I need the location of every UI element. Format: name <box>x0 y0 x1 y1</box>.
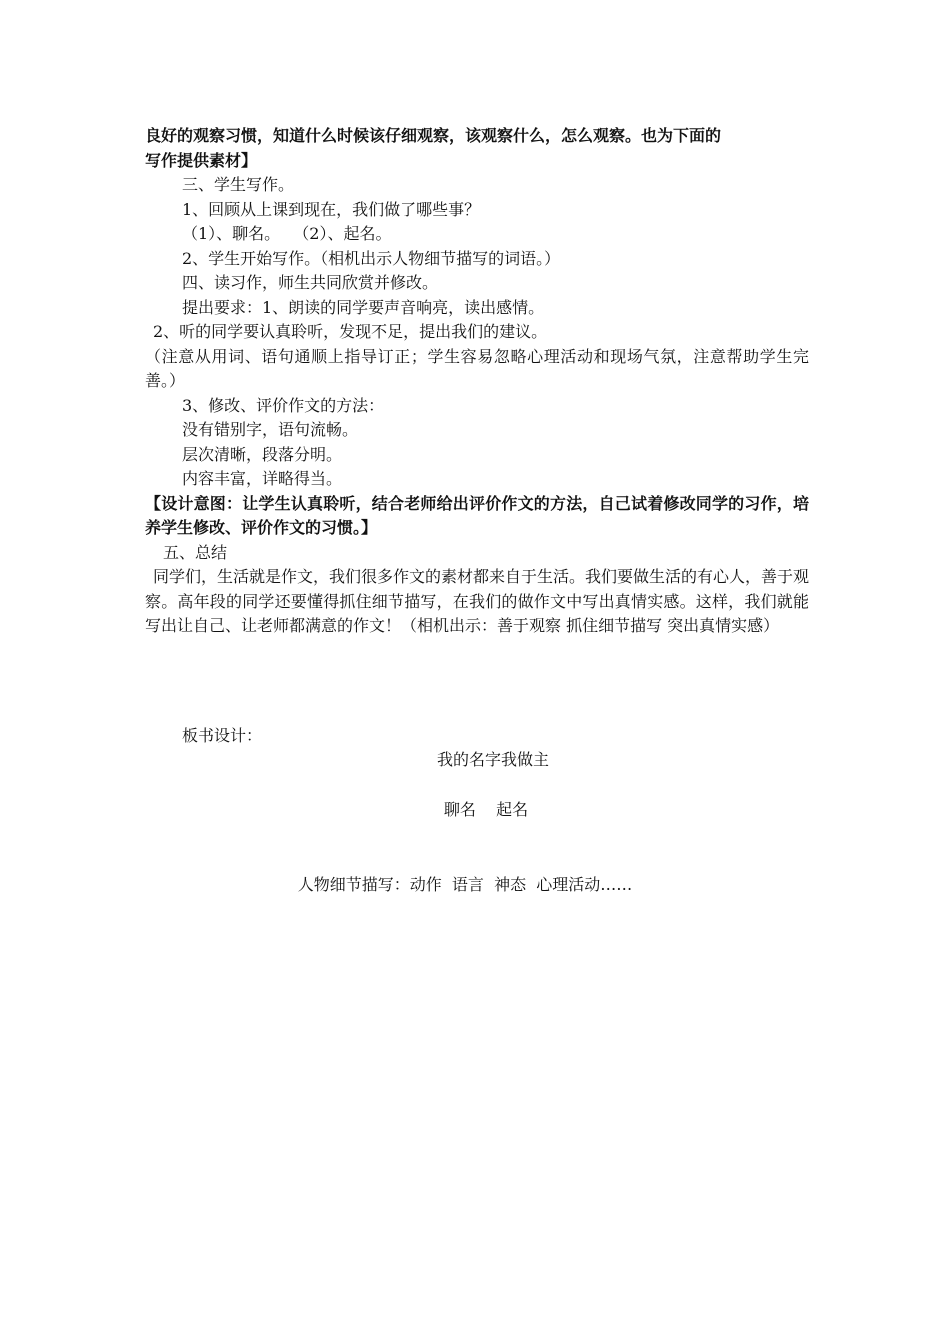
text-line-review: 1、回顾从上课到现在，我们做了哪些事？ <box>182 199 481 219</box>
board-title: 我的名字我做主 <box>436 750 549 769</box>
text-line-requirements: 提出要求：1、朗读的同学要声音响亮，读出感情。 <box>182 297 545 317</box>
text-line-method-3: 内容丰富，详略得当。 <box>182 469 343 488</box>
text-line-start-writing: 2、学生开始写作。（相机出示人物细节描写的词语。） <box>182 248 561 268</box>
section-heading-read-work: 四、读习作，师生共同欣赏并修改。 <box>182 273 439 292</box>
document-body <box>145 124 809 639</box>
text-paragraph-design-intent: 【设计意图：让学生认真聆听，结合老师给出评价作文的方法，自己试着修改同学的习作，培养学生修改、评价作文的习惯。】 <box>145 493 809 537</box>
text-line-intent-continued-1: 良好的观察习惯，知道什么时候该仔细观察，该观察什么，怎么观察。也为下面的 <box>145 126 722 145</box>
section-heading-summary: 五、总结 <box>163 542 228 562</box>
board-subtitle: 聊名 起名 <box>443 800 529 819</box>
text-line-listen: 2、听的同学要认真聆听，发现不足，提出我们的建议。 <box>153 322 548 341</box>
text-line-intent-continued-2: 写作提供素材】 <box>145 150 258 170</box>
section-heading-student-writing: 三、学生写作。 <box>182 175 295 194</box>
text-paragraph-summary: 同学们，生活就是作文，我们很多作文的素材都来自于生活。我们要做生活的有心人，善于观察。高年段的同学还要懂得抓住细节描写，在我们的做作文中写出真情实感。这样，我们就能写出让自己、让老师都满意的作文！（相机出示：善于观察 抓住细节描写 突出真情实感） <box>145 567 810 635</box>
text-paragraph-note: （注意从用词、语句通顺上指导订正；学生容易忽略心理活动和现场气氛，注意帮助学生完善。） <box>145 346 809 390</box>
text-line-method-2: 层次清晰，段落分明。 <box>182 444 343 464</box>
text-line-method-1: 没有错别字，语句流畅。 <box>182 420 359 439</box>
text-line-steps: （1）、聊名。 （2）、起名。 <box>182 224 392 243</box>
board-design-label: 板书设计： <box>182 726 263 745</box>
board-detail-line: 人物细节描写：动作 语言 神态 心理活动…… <box>297 875 633 894</box>
text-line-method: 3、修改、评价作文的方法： <box>182 395 385 415</box>
